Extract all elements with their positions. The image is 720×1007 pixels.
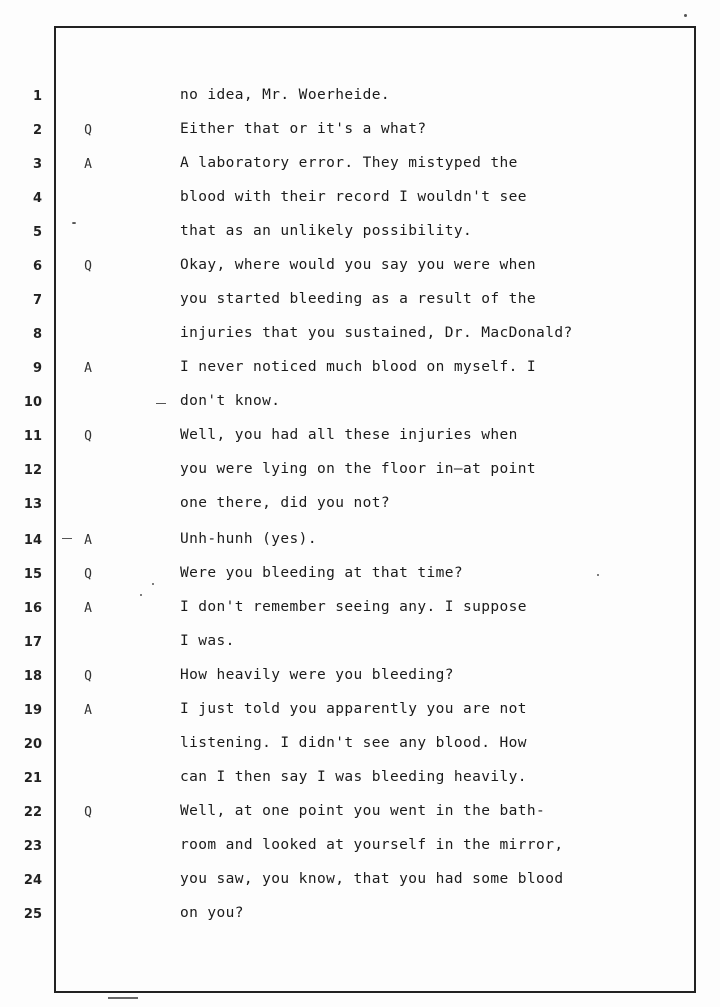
testimony-line: injuries that you sustained, Dr. MacDonald? [180, 325, 573, 341]
speaker-mark: Q [84, 567, 92, 582]
testimony-line: blood with their record I wouldn't see [180, 189, 527, 205]
speaker-mark: Q [84, 259, 92, 274]
line-number: 4 [32, 191, 42, 206]
line-number: 2 [32, 123, 42, 138]
scan-speck [62, 538, 72, 539]
line-number: 1 [32, 89, 42, 104]
testimony-line: Unh-hunh (yes). [180, 531, 317, 547]
line-number: 23 [23, 839, 42, 854]
testimony-line: I was. [180, 633, 235, 649]
testimony-line: Were you bleeding at that time? [180, 565, 464, 581]
speaker-mark: A [84, 533, 92, 548]
testimony-line: one there, did you not? [180, 495, 390, 511]
testimony-line: on you? [180, 905, 244, 921]
testimony-line: you were lying on the floor in—at point [180, 461, 537, 477]
line-number: 24 [23, 873, 42, 888]
testimony-line: Either that or it's a what? [180, 121, 427, 137]
speaker-mark: A [84, 703, 92, 718]
line-number: 5 [32, 225, 42, 240]
line-number: 3 [32, 157, 42, 172]
testimony-line: listening. I didn't see any blood. How [180, 735, 527, 751]
line-number: 16 [23, 601, 42, 616]
line-number: 8 [32, 327, 42, 342]
scan-speck [156, 403, 166, 404]
line-number: 17 [23, 635, 42, 650]
line-number: 7 [32, 293, 42, 308]
line-number: 18 [23, 669, 42, 684]
testimony-line: Well, at one point you went in the bath- [180, 803, 546, 819]
line-number: 6 [32, 259, 42, 274]
line-number: 25 [23, 907, 42, 922]
line-number: 11 [23, 429, 42, 444]
speaker-mark: Q [84, 805, 92, 820]
speaker-mark: Q [84, 669, 92, 684]
line-number: 9 [32, 361, 42, 376]
testimony-line: you saw, you know, that you had some blood [180, 871, 564, 887]
line-number: 10 [23, 395, 42, 410]
speaker-mark: Q [84, 123, 92, 138]
testimony-line: I don't remember seeing any. I suppose [180, 599, 527, 615]
speaker-mark: A [84, 361, 92, 376]
scan-speck [72, 222, 76, 224]
line-number: 13 [23, 497, 42, 512]
speaker-mark: A [84, 601, 92, 616]
line-number: 12 [23, 463, 42, 478]
testimony-line: no idea, Mr. Woerheide. [180, 87, 390, 103]
scan-speck [597, 574, 599, 576]
line-number: 21 [23, 771, 42, 786]
line-number: 14 [23, 533, 42, 548]
testimony-line: can I then say I was bleeding heavily. [180, 769, 527, 785]
line-number: 22 [23, 805, 42, 820]
testimony-line: you started bleeding as a result of the [180, 291, 537, 307]
line-number: 19 [23, 703, 42, 718]
testimony-line: Okay, where would you say you were when [180, 257, 537, 273]
testimony-line: that as an unlikely possibility. [180, 223, 473, 239]
testimony-line: A laboratory error. They mistyped the [180, 155, 518, 171]
testimony-line: I never noticed much blood on myself. I [180, 359, 537, 375]
speaker-mark: A [84, 157, 92, 172]
scan-speck [152, 583, 154, 585]
testimony-line: Well, you had all these injuries when [180, 427, 518, 443]
line-number: 20 [23, 737, 42, 752]
testimony-line: I just told you apparently you are not [180, 701, 527, 717]
line-number: 15 [23, 567, 42, 582]
bottom-scan-mark [108, 997, 138, 999]
testimony-line: don't know. [180, 393, 281, 409]
scan-speck [684, 14, 687, 17]
testimony-line: How heavily were you bleeding? [180, 667, 454, 683]
speaker-mark: Q [84, 429, 92, 444]
testimony-line: room and looked at yourself in the mirror, [180, 837, 564, 853]
scan-speck [140, 594, 142, 596]
